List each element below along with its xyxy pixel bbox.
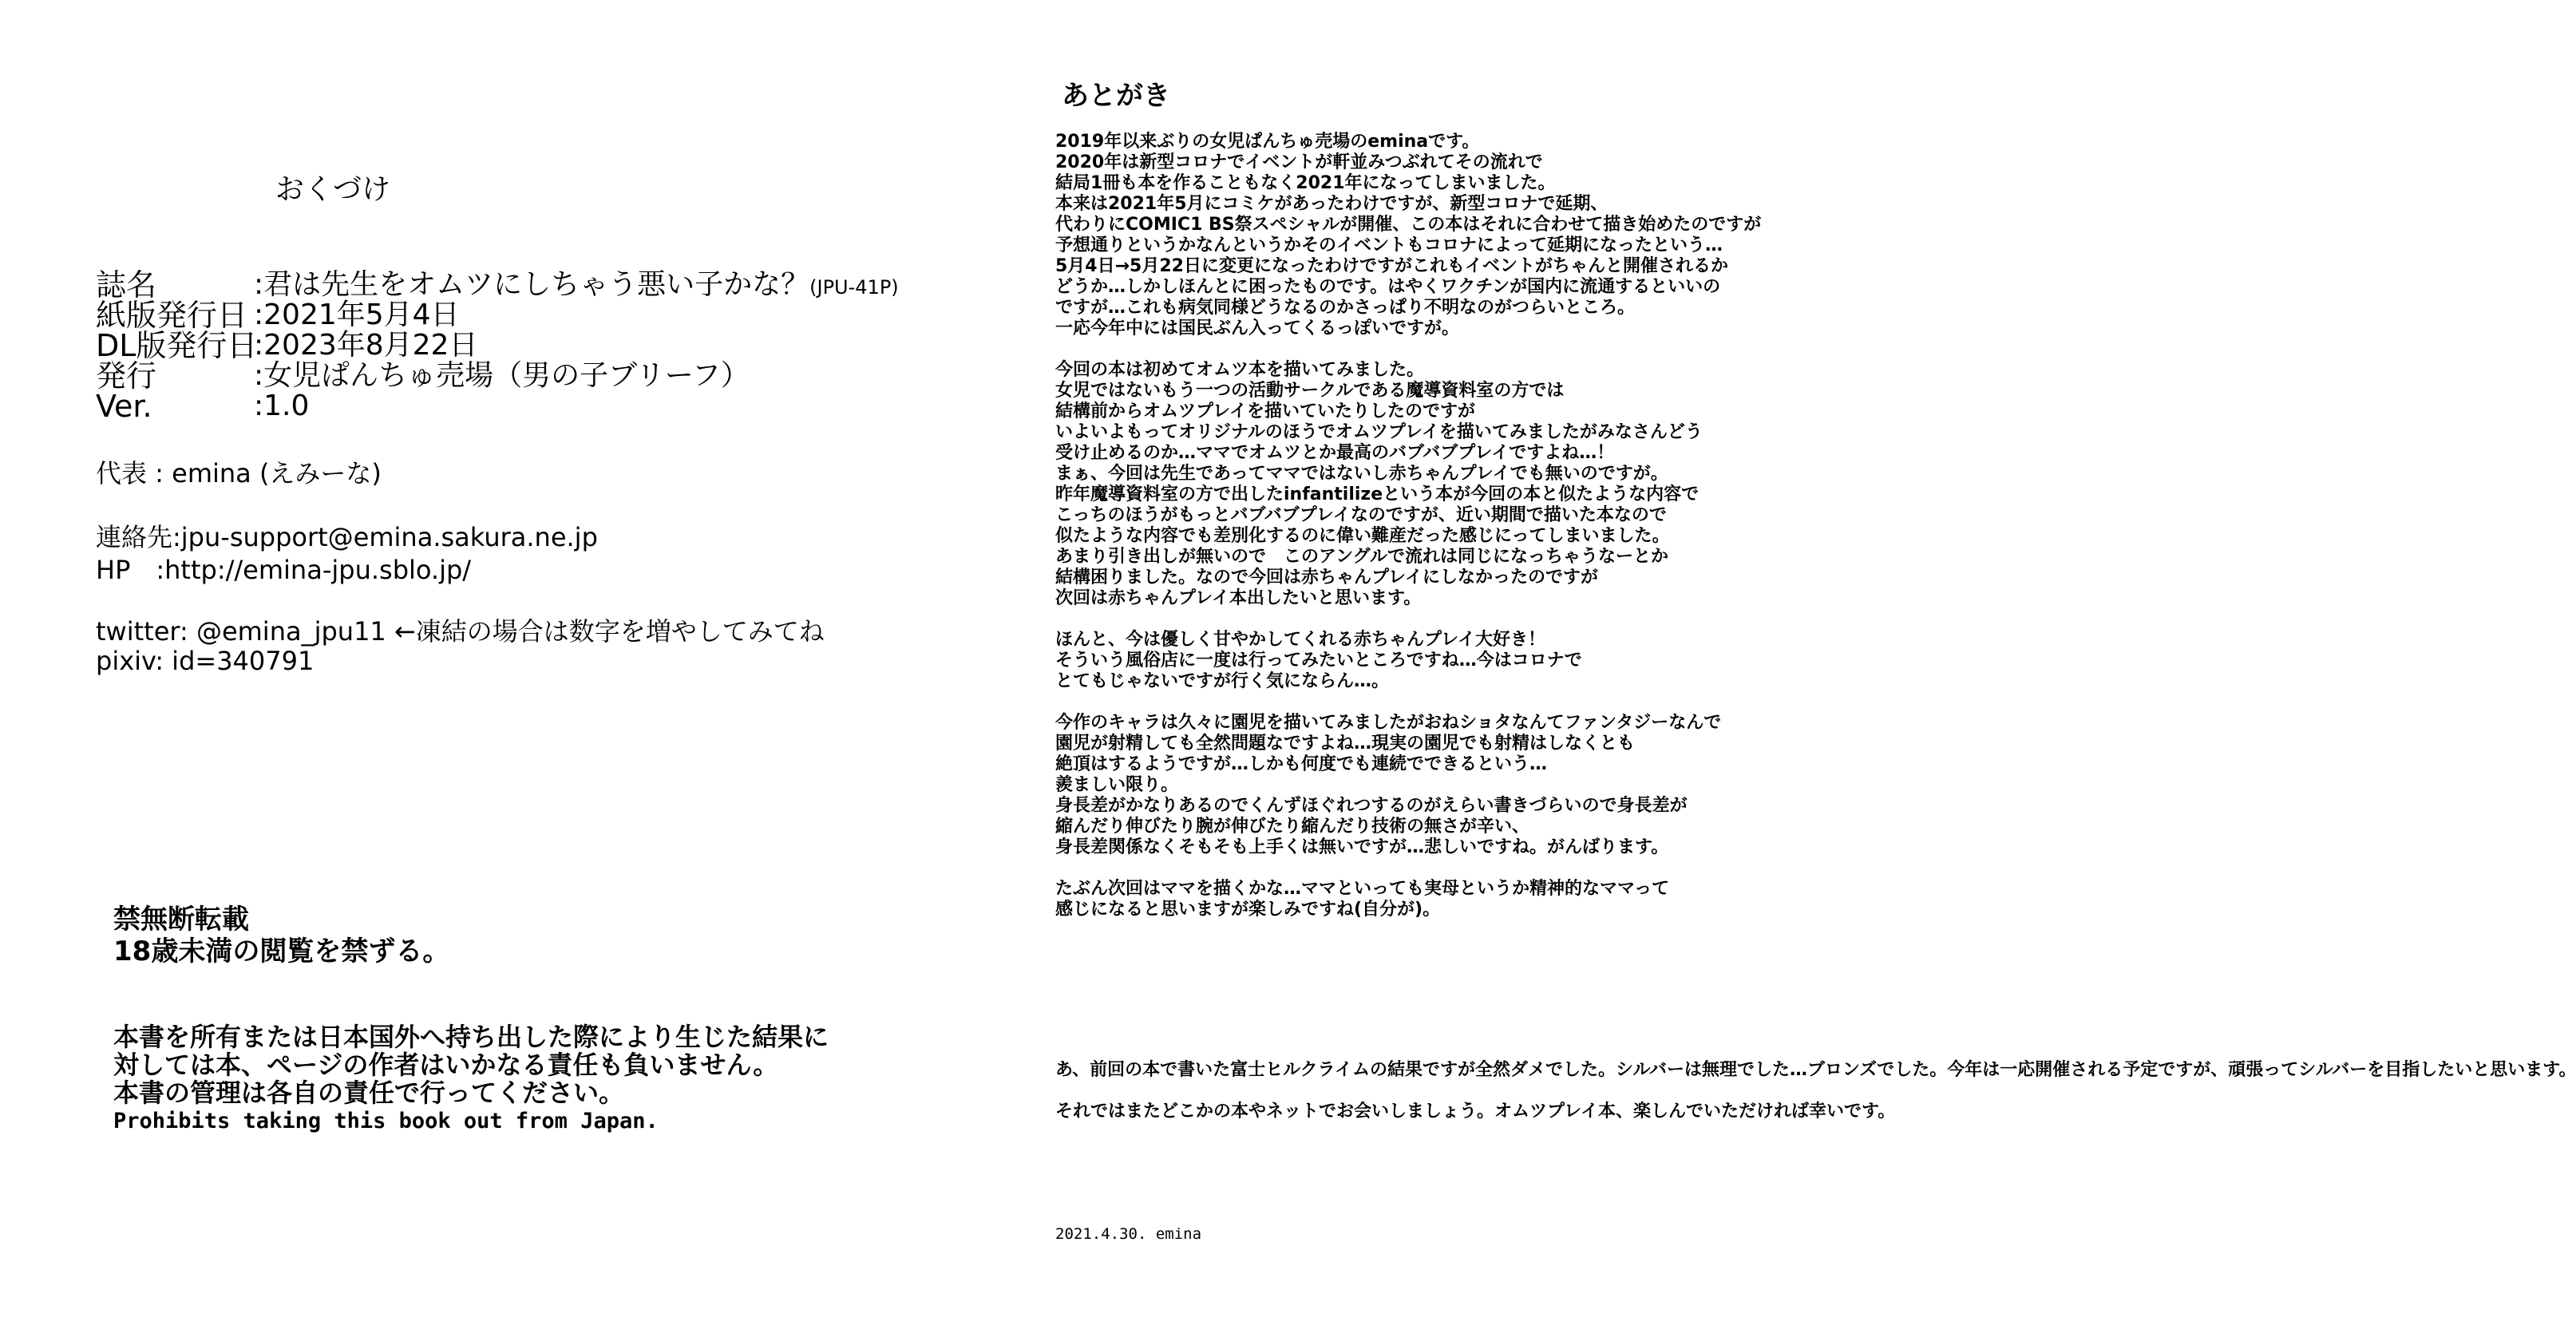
afterword-paragraph: [1055, 1102, 1901, 1122]
reproduction-warning: [113, 904, 449, 967]
info-label: Ver.: [96, 389, 152, 424]
info-value: :2021年5月4日: [254, 299, 460, 331]
twitter-handle: twitter: @emina_jpu11 ←凍結の場合は数字を増やしてみてね: [96, 616, 825, 647]
info-label: 誌名: [96, 267, 157, 303]
afterword-line: 一応今年中には国民ぶん入ってくるっぽいですが。: [1055, 318, 1460, 338]
signature: 2021.4.30. emina: [1055, 1225, 1202, 1243]
pixiv-id: pixiv: id=340791: [96, 646, 315, 676]
afterword-line: 結局1冊も本を作ることもなく2021年になってしまいました。: [1055, 173, 1556, 193]
afterword-line: 感じになると思いますが楽しみですね(自分が)。: [1055, 900, 1441, 920]
afterword-line: 今作のキャラは久々に園児を描いてみましたがおねショタなんてファンタジーなんで: [1055, 713, 1722, 733]
afterword-page: [958, 0, 2576, 1337]
disclaimer-english: Prohibits taking this book out from Japan.: [113, 1109, 659, 1133]
warning-line: 18歳未満の閲覧を禁ずる。: [113, 936, 450, 967]
afterword-paragraph: [1055, 630, 1901, 692]
homepage-url: HP :http://emina-jpu.sblo.jp/: [96, 555, 472, 585]
afterword-line: 園児が射精しても全然問題なですよね…現実の園児でも射精はしなくとも: [1055, 734, 1636, 754]
afterword-postscript: [1055, 1060, 2576, 1143]
book-title: :君は先生をオムツにしちゃう悪い子かな？: [254, 268, 810, 301]
contact-email: 連絡先:jpu-support@emina.sakura.ne.jp: [96, 522, 598, 552]
afterword-line: 身長差関係なくそもそも上手くは無いですが…悲しいですね。がんばります。: [1055, 837, 1669, 857]
afterword-line: 女児ではないもう一つの活動サークルである魔導資料室の方では: [1055, 381, 1565, 401]
afterword-paragraph: [1055, 132, 1901, 339]
afterword-paragraph: [1055, 879, 1901, 920]
afterword-line: 全然ダメでした。シルバーは無理でした…ブロンズでした。: [1475, 1060, 1948, 1080]
representative: 代表 : emina (えみーな): [96, 458, 382, 489]
info-value: :1.0: [254, 390, 310, 422]
afterword-line: 次回は赤ちゃんプレイ本出したいと思います。: [1055, 588, 1422, 608]
afterword-line: ほんと、今は優しく甘やかしてくれる赤ちゃんプレイ大好き！: [1055, 630, 1546, 650]
warning-line: 禁無断転載: [113, 904, 249, 936]
info-value: [254, 270, 899, 303]
afterword-line: 結構困りました。なので今回は赤ちゃんプレイにしなかったのですが: [1055, 568, 1599, 587]
colophon-title: おくづけ: [275, 173, 391, 206]
info-label: 紙版発行日: [96, 298, 248, 333]
afterword-paragraph: [1055, 360, 1901, 609]
afterword-title: あとがき: [1062, 80, 1170, 112]
afterword-body: [1055, 132, 1901, 941]
afterword-line: とてもじゃないですが行く気にならん…。: [1055, 671, 1390, 691]
afterword-line: 今回の本は初めてオムツ本を描いてみました。: [1055, 360, 1425, 380]
afterword-line: 今年は一応開催される予定ですが、頑張ってシルバーを目指したいと思います。: [1947, 1060, 2576, 1080]
afterword-line: 似たような内容でも差別化するのに偉い難産だった感じにってしまいました。: [1055, 526, 1670, 546]
info-value: :女児ぱんちゅ売場（男の子ブリーフ）: [254, 359, 750, 392]
disclaimer-line: 本書を所有または日本国外へ持ち出した際により生じた結果に: [113, 1022, 829, 1052]
afterword-line: オムツプレイ本、楽しんでいただければ幸いです。: [1494, 1102, 1896, 1121]
afterword-line: 代わりにCOMIC1 BS祭スペシャルが開催、この本はそれに合わせて描き始めたのですが: [1055, 215, 1762, 235]
afterword-line: 縮んだり伸びたり腕が伸びたり縮んだり技術の無さが辛い、: [1055, 817, 1530, 837]
afterword-line: たぶん次回はママを描くかな…ママといっても実母というか精神的なママって: [1055, 879, 1670, 899]
afterword-line: いよいよもってオリジナルのほうでオムツプレイを描いてみましたがみなさんどう: [1055, 422, 1703, 442]
disclaimer-line: 本書の管理は各自の責任で行ってください。: [113, 1078, 625, 1108]
disclaimer-line: 対しては本、ページの作者はいかなる責任も負いません。: [113, 1050, 779, 1080]
disclaimer: [113, 1023, 829, 1135]
info-label: DL版発行日: [96, 328, 258, 363]
afterword-line: ですが…これも病気同様どうなるのかさっぱり不明なのがつらいところ。: [1055, 298, 1636, 318]
afterword-line: あ、前回の本で書いた富士ヒルクライムの結果ですが: [1055, 1060, 1476, 1080]
afterword-paragraph: [1055, 1060, 2576, 1081]
afterword-line: 2019年以来ぶりの女児ぱんちゅ売場のeminaです。: [1055, 132, 1480, 152]
afterword-line: 羨ましい限り。: [1055, 775, 1179, 795]
afterword-line: 本来は2021年5月にコミケがあったわけですが、新型コロナで延期、: [1055, 194, 1609, 214]
afterword-line: 昨年魔導資料室の方で出したinfantilizeという本が今回の本と似たような内容で: [1055, 485, 1700, 504]
afterword-line: 2020年は新型コロナでイベントが軒並みつぶれてその流れで: [1055, 152, 1543, 172]
afterword-line: それではまたどこかの本やネットでお会いしましょう。: [1055, 1102, 1495, 1121]
catalog-code: (JPU-41P): [809, 276, 899, 299]
afterword-line: そういう風俗店に一度は行ってみたいところですね…今はコロナで: [1055, 651, 1582, 670]
colophon-page: [0, 0, 958, 1337]
afterword-line: あまり引き出しが無いので このアングルで流れは同じになっちゃうなーとか: [1055, 547, 1669, 567]
afterword-line: 予想通りというかなんというかそのイベントもコロナによって延期になったという…: [1055, 235, 1723, 255]
afterword-line: 受け止めるのか…ママでオムツとか最高のバブバブプレイですよね…！: [1055, 443, 1615, 463]
afterword-line: 絶頂はするようですが…しかも何度でも連続でできるという…: [1055, 754, 1548, 774]
afterword-line: 身長差がかなりあるのでくんずほぐれつするのがえらい書きづらいので身長差が: [1055, 796, 1688, 816]
afterword-line: 結構前からオムツプレイを描いていたりしたのですが: [1055, 401, 1476, 421]
afterword-line: まぁ、今回は先生であってママではないし赤ちゃんプレイでも無いのですが。: [1055, 464, 1668, 484]
afterword-line: こっちのほうがもっとバブバブプレイなのですが、近い期間で描いた本なので: [1055, 505, 1667, 525]
info-label: 発行: [96, 358, 157, 394]
afterword-paragraph: [1055, 713, 1901, 858]
afterword-line: 5月4日→5月22日に変更になったわけですがこれもイベントがちゃんと開催されるか: [1055, 256, 1728, 276]
afterword-line: どうか…しかしほんとに困ったものです。はやくワクチンが国内に流通するといいの: [1055, 277, 1721, 297]
info-value: :2023年8月22日: [254, 329, 478, 362]
